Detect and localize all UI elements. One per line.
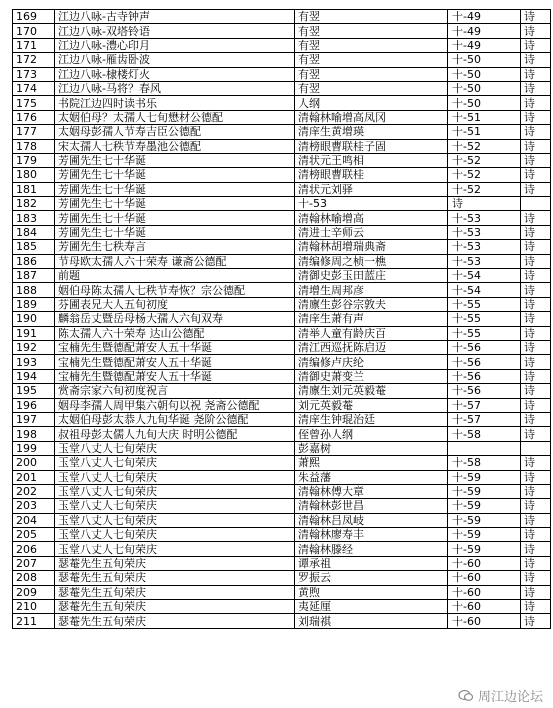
table-body [13,10,551,629]
row-number: 181 [13,182,55,196]
table-row [13,571,551,585]
row-title: 玉堂八丈人七旬荣庆 [55,513,295,527]
row-page: 十-53 [448,240,521,254]
row-page: 十-50 [448,53,521,67]
row-page: 十-50 [448,81,521,95]
table-row [13,211,551,225]
row-title: 芳圃先生七十华诞 [55,197,295,211]
row-author: 刘元英毅菴 [295,398,448,412]
row-number: 201 [13,470,55,484]
row-number: 179 [13,153,55,167]
row-page: 十-56 [448,355,521,369]
row-type: 诗 [521,412,551,426]
row-title: 玉堂八丈人七旬荣庆 [55,484,295,498]
row-title: 赏斋宗家六旬初度祝言 [55,384,295,398]
row-title: 芳圃先生七秩寿言 [55,240,295,254]
row-number: 204 [13,513,55,527]
table-row [13,384,551,398]
table-row [13,542,551,556]
row-type: 诗 [521,10,551,24]
row-type: 诗 [521,340,551,354]
row-number: 171 [13,38,55,52]
row-number: 195 [13,384,55,398]
row-title: 麟翁岳丈暨岳母杨大孺人六旬双寿 [55,312,295,326]
row-page: 十-59 [448,513,521,527]
row-page: 十-52 [448,182,521,196]
row-author: 彭嘉树 [295,441,448,455]
table-row [13,441,551,455]
row-title: 江边八咏-雁齿卧波 [55,53,295,67]
row-author: 清状元刘驿 [295,182,448,196]
row-author: 刘瑞祺 [295,614,448,628]
row-type [521,197,551,211]
row-author: 清编修周之桢一樵 [295,254,448,268]
row-page: 十-49 [448,24,521,38]
row-page: 诗 [448,197,521,211]
row-number: 183 [13,211,55,225]
row-title: 太姻伯母彭太恭人九旬华诞 尧阶公德配 [55,412,295,426]
row-page: 十-53 [448,211,521,225]
table-row [13,600,551,614]
row-page: 十-49 [448,10,521,24]
row-title: 瑟菴先生五旬荣庆 [55,585,295,599]
row-type: 诗 [521,67,551,81]
row-number: 209 [13,585,55,599]
row-page: 十-58 [448,456,521,470]
row-author: 清翰林滕经 [295,542,448,556]
row-title: 瑟菴先生五旬荣庆 [55,600,295,614]
row-author: 清廪生彭谷宗敦夫 [295,297,448,311]
table-row [13,139,551,153]
row-page: 十-60 [448,600,521,614]
row-number: 194 [13,369,55,383]
row-number: 190 [13,312,55,326]
row-page: 十-51 [448,110,521,124]
row-number: 182 [13,197,55,211]
row-title: 江边八咏-澧心印月 [55,38,295,52]
table-row [13,556,551,570]
row-type: 诗 [521,24,551,38]
row-type: 诗 [521,240,551,254]
row-title: 玉堂八丈人七旬荣庆 [55,499,295,513]
row-page: 十-56 [448,384,521,398]
row-title: 宝楠先生暨德配萧安人五十华诞 [55,355,295,369]
row-type: 诗 [521,326,551,340]
row-number: 205 [13,528,55,542]
row-page: 十-54 [448,283,521,297]
row-title: 宝楠先生暨德配萧安人五十华诞 [55,369,295,383]
row-title: 陈太孺人六十荣寿 达山公德配 [55,326,295,340]
watermark [458,686,543,705]
row-author: 有翌 [295,24,448,38]
row-title: 瑟菴先生五旬荣庆 [55,614,295,628]
table-row [13,528,551,542]
row-page: 十-60 [448,571,521,585]
row-author: 清庠生黄增瑛 [295,125,448,139]
row-page: 十-50 [448,67,521,81]
row-number: 169 [13,10,55,24]
table-row [13,254,551,268]
row-author: 谭承祖 [295,556,448,570]
row-type: 诗 [521,513,551,527]
row-title: 芬圃表兄大人五旬初度 [55,297,295,311]
row-number: 203 [13,499,55,513]
row-title: 玉堂八丈人七旬荣庆 [55,470,295,484]
row-title: 姻伯母陈太孺人七秩节寿恢？宗公德配 [55,283,295,297]
table-row [13,125,551,139]
row-type: 诗 [521,384,551,398]
row-author: 夷延厘 [295,600,448,614]
row-type: 诗 [521,499,551,513]
row-type: 诗 [521,312,551,326]
row-author: 清翰林喻增高凤冈 [295,110,448,124]
row-type: 诗 [521,484,551,498]
row-page: 十-59 [448,542,521,556]
row-number: 187 [13,269,55,283]
table-row [13,499,551,513]
row-page: 十-55 [448,297,521,311]
row-title: 玉堂八丈人七旬荣庆 [55,456,295,470]
row-author: 清江西巡抚陈启迈 [295,340,448,354]
row-title: 书院江边四时读书乐 [55,96,295,110]
row-type: 诗 [521,528,551,542]
table-row [13,456,551,470]
row-title: 瑟菴先生五旬荣庆 [55,556,295,570]
row-number: 176 [13,110,55,124]
row-type: 诗 [521,398,551,412]
row-title: 芳圃先生七十华诞 [55,225,295,239]
row-type: 诗 [521,571,551,585]
row-page: 十-59 [448,528,521,542]
row-author: 清庠生钟琨治廷 [295,412,448,426]
table-row [13,240,551,254]
row-title: 宝楠先生暨德配萧安人五十华诞 [55,340,295,354]
table-row [13,110,551,124]
watermark-text: 周江边论坛 [477,690,543,705]
table-row [13,412,551,426]
table-row [13,355,551,369]
records-table [12,9,551,629]
row-author: 清举人童有龄庆百 [295,326,448,340]
row-page: 十-59 [448,499,521,513]
row-author: 侄曾孙人纲 [295,427,448,441]
row-type: 诗 [521,542,551,556]
row-title: 玉堂八丈人七旬荣庆 [55,528,295,542]
row-page: 十-60 [448,585,521,599]
table-row [13,614,551,628]
row-author: 有翌 [295,10,448,24]
row-page: 十-60 [448,614,521,628]
row-page: 十-55 [448,312,521,326]
row-author: 清翰林廖寿丰 [295,528,448,542]
row-page: 十-53 [448,225,521,239]
table-row [13,96,551,110]
row-number: 186 [13,254,55,268]
row-author: 十-53 [295,197,448,211]
row-type: 诗 [521,283,551,297]
row-number: 175 [13,96,55,110]
row-author: 清增生周邦彦 [295,283,448,297]
row-author: 清翰林傅大章 [295,484,448,498]
table-row [13,585,551,599]
table-row [13,269,551,283]
row-author: 有翌 [295,81,448,95]
table-row [13,470,551,484]
row-number: 180 [13,168,55,182]
row-page: 十-53 [448,254,521,268]
row-page: 十-59 [448,484,521,498]
row-number: 207 [13,556,55,570]
row-author: 清翰林彭世昌 [295,499,448,513]
row-page: 十-59 [448,470,521,484]
row-type: 诗 [521,269,551,283]
row-type: 诗 [521,614,551,628]
table-row [13,340,551,354]
row-number: 198 [13,427,55,441]
row-author: 清榜眼曹联桂 [295,168,448,182]
row-type: 诗 [521,211,551,225]
row-type: 诗 [521,355,551,369]
row-title: 玉堂八丈人七旬荣庆 [55,542,295,556]
table-row [13,10,551,24]
row-page: 十-51 [448,125,521,139]
row-type: 诗 [521,153,551,167]
row-number: 192 [13,340,55,354]
row-type: 诗 [521,254,551,268]
table-row [13,38,551,52]
row-author: 清翰林胡增瑞典斋 [295,240,448,254]
row-type: 诗 [521,110,551,124]
row-type: 诗 [521,456,551,470]
row-number: 193 [13,355,55,369]
row-page: 十-60 [448,556,521,570]
row-number: 202 [13,484,55,498]
row-author: 清榜眼曹联桂子固 [295,139,448,153]
row-type: 诗 [521,470,551,484]
row-page: 十-58 [448,427,521,441]
row-title: 江边八咏-马将？春风 [55,81,295,95]
row-title: 瑟菴先生五旬荣庆 [55,571,295,585]
row-author: 清进士辛师云 [295,225,448,239]
table-row [13,81,551,95]
row-page: 十-52 [448,168,521,182]
table-row [13,168,551,182]
row-type: 诗 [521,585,551,599]
row-type: 诗 [521,81,551,95]
row-number: 185 [13,240,55,254]
row-author: 清庠生萧有声 [295,312,448,326]
table-row [13,312,551,326]
row-page: 十-52 [448,139,521,153]
row-type: 诗 [521,556,551,570]
row-number: 173 [13,67,55,81]
table-row [13,427,551,441]
row-type [521,441,551,455]
row-author: 有翌 [295,67,448,81]
row-page: 十-54 [448,269,521,283]
table-row [13,225,551,239]
row-number: 178 [13,139,55,153]
row-page: 十-50 [448,96,521,110]
table-row [13,297,551,311]
row-title: 玉堂八丈人七旬荣庆 [55,441,295,455]
row-number: 211 [13,614,55,628]
row-title: 太姻母彭孺人节寿吉臣公德配 [55,125,295,139]
row-number: 184 [13,225,55,239]
table-row [13,484,551,498]
row-number: 197 [13,412,55,426]
row-page: 十-49 [448,38,521,52]
row-author: 清状元王鸣相 [295,153,448,167]
row-page: 十-57 [448,412,521,426]
row-title: 太姻伯母？太孺人七旬懋材公德配 [55,110,295,124]
row-type: 诗 [521,53,551,67]
row-number: 189 [13,297,55,311]
row-number: 174 [13,81,55,95]
table-row [13,153,551,167]
table-row [13,513,551,527]
row-type: 诗 [521,125,551,139]
row-author: 朱益藩 [295,470,448,484]
table-row [13,369,551,383]
row-number: 196 [13,398,55,412]
row-author: 萧熙 [295,456,448,470]
row-type: 诗 [521,369,551,383]
row-type: 诗 [521,225,551,239]
row-author: 人纲 [295,96,448,110]
row-title: 江边八咏-双塔铃语 [55,24,295,38]
row-number: 191 [13,326,55,340]
row-number: 208 [13,571,55,585]
row-type: 诗 [521,182,551,196]
table-row [13,24,551,38]
row-author: 清御史彭玉田蓝庄 [295,269,448,283]
row-author: 罗振云 [295,571,448,585]
row-type: 诗 [521,96,551,110]
table-row [13,67,551,81]
row-number: 170 [13,24,55,38]
row-number: 206 [13,542,55,556]
row-author: 有翌 [295,38,448,52]
row-title: 江边八咏-古寺钟声 [55,10,295,24]
row-page: 十-56 [448,369,521,383]
row-title: 江边八咏-棣楼灯火 [55,67,295,81]
table-row [13,197,551,211]
row-page: 十-55 [448,326,521,340]
row-author: 有翌 [295,53,448,67]
row-title: 芳圃先生七十华诞 [55,182,295,196]
row-type: 诗 [521,139,551,153]
row-number: 210 [13,600,55,614]
row-type: 诗 [521,427,551,441]
row-author: 清翰林喻增高 [295,211,448,225]
row-number: 177 [13,125,55,139]
row-title: 姻母李孺人周甲集六朝句以祝 尧斋公德配 [55,398,295,412]
row-number: 172 [13,53,55,67]
row-number: 199 [13,441,55,455]
row-author: 清御史萧变兰 [295,369,448,383]
row-title: 宋太孺人七秩节寿墨池公德配 [55,139,295,153]
row-title: 芳圃先生七十华诞 [55,153,295,167]
row-type: 诗 [521,38,551,52]
row-title: 叔祖母彭太儒人九旬大庆 时明公德配 [55,427,295,441]
table-row [13,283,551,297]
row-page: 十-56 [448,340,521,354]
row-page [448,441,521,455]
row-author: 清编修卢庆纶 [295,355,448,369]
table-row [13,182,551,196]
row-title: 芳圃先生七十华诞 [55,168,295,182]
row-number: 188 [13,283,55,297]
row-page: 十-52 [448,153,521,167]
row-author: 黄煦 [295,585,448,599]
row-type: 诗 [521,168,551,182]
row-author: 清翰林吕凤岐 [295,513,448,527]
row-type: 诗 [521,297,551,311]
chat-bubble-icon [458,688,474,704]
row-title: 前题 [55,269,295,283]
row-page: 十-57 [448,398,521,412]
row-number: 200 [13,456,55,470]
row-type: 诗 [521,600,551,614]
row-author: 清廪生刘元英毅菴 [295,384,448,398]
row-title: 芳圃先生七十华诞 [55,211,295,225]
table-row [13,326,551,340]
row-title: 节母欧太孺人六十荣寿 谦斋公德配 [55,254,295,268]
table-row [13,398,551,412]
table-row [13,53,551,67]
